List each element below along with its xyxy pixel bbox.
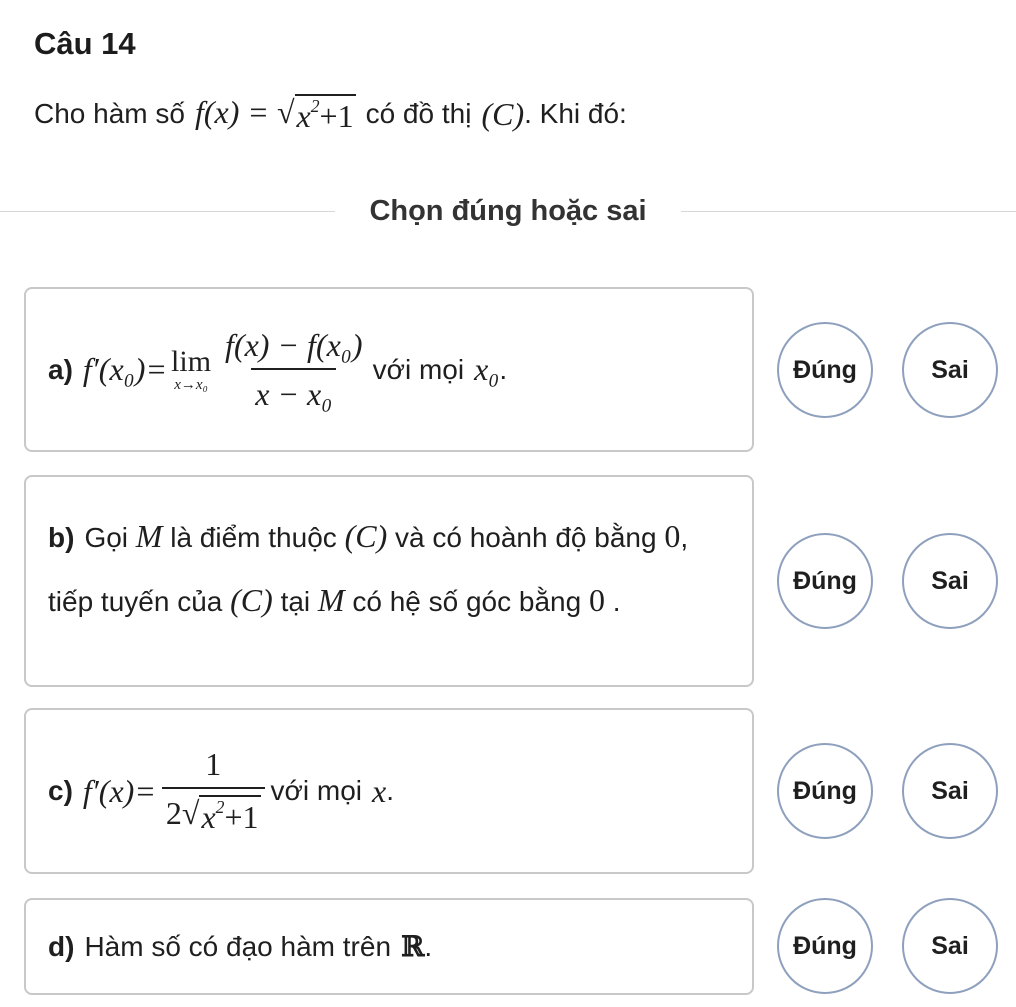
statement-b-point-2: M (317, 582, 345, 618)
section-divider (0, 196, 1016, 226)
denominator-coefficient: 2 (165, 795, 182, 832)
question-title: Câu 14 (34, 26, 136, 61)
statement-c-lhs: f′(x)= (82, 772, 156, 809)
statement-card-c (24, 708, 754, 874)
statement-a-true-button[interactable]: Đúng (777, 322, 873, 418)
stem-function-lhs: f(x) = (194, 93, 269, 130)
fraction-numerator: f(x) − f(x₀) (225, 326, 363, 363)
statement-b-false-button[interactable]: Sai (902, 533, 998, 629)
stem-radicand-base: x (296, 97, 311, 134)
stem-function (195, 94, 356, 135)
statement-b-text-5: tại (280, 586, 311, 617)
statement-b-end: . (612, 586, 621, 617)
statement-b-text-4: , tiếp tuyến của (48, 522, 689, 617)
statement-d-true-button[interactable]: Đúng (777, 898, 873, 994)
statement-a-suffix: với mọi (372, 353, 465, 385)
statement-a-var: x₀ (474, 351, 500, 387)
statement-label-d: d) (48, 930, 75, 962)
statement-b-curve-1: (C) (344, 518, 388, 554)
stem-sqrt: √ $x^2+1$ (276, 93, 354, 134)
stem-prefix: Cho hàm số (34, 98, 185, 129)
statement-c-var: x (372, 772, 387, 809)
denominator-radicand-rest: +1 (224, 798, 259, 835)
denominator-radicand-base: x (201, 798, 216, 835)
stem-middle: có đồ thị (365, 98, 472, 129)
statement-label-c: c) (48, 775, 73, 806)
statement-c-true-button[interactable]: Đúng (777, 743, 873, 839)
statement-d-false-button[interactable]: Sai (902, 898, 998, 994)
limit-subscript: x→x₀ (174, 377, 208, 393)
fraction-denominator: x − x₀ (251, 368, 336, 413)
question-stem (34, 88, 627, 140)
section-label: Chọn đúng hoặc sai (369, 194, 647, 227)
statement-b-curve-2: (C) (230, 582, 273, 618)
denominator-radicand-exp: 2 (215, 797, 225, 818)
statement-label-a: a) (48, 353, 73, 385)
statement-b-text-1: Gọi (84, 522, 129, 553)
statement-c-fraction (162, 746, 265, 836)
statement-card-d (24, 898, 754, 995)
statement-label-b: b) (48, 522, 75, 553)
divider-line-right (681, 211, 1016, 212)
statement-c-false-button[interactable]: Sai (902, 743, 998, 839)
statement-a-end: . (499, 353, 508, 385)
limit-word: lim (171, 345, 212, 378)
fraction-denominator: 2 √ $x^2+1$ (162, 787, 265, 836)
statement-b-zero-2: 0 (588, 582, 605, 618)
statement-a-limit (171, 345, 211, 394)
stem-radicand-exp: 2 (310, 95, 320, 116)
divider-line-left (0, 211, 335, 212)
statement-card-b (24, 475, 754, 687)
statement-text-d (48, 900, 736, 993)
statement-b-text-6: có hệ số góc bằng (352, 586, 582, 617)
statement-a-false-button[interactable]: Sai (902, 322, 998, 418)
statement-text-a (48, 289, 736, 450)
statement-d-text: Hàm số có đạo hàm trên (84, 930, 392, 962)
statement-b-true-button[interactable]: Đúng (777, 533, 873, 629)
fraction-numerator: 1 (205, 746, 222, 783)
statement-text-b (48, 477, 736, 685)
stem-curve: (C) (481, 95, 525, 132)
statement-text-c (48, 710, 736, 872)
statement-d-end: . (424, 930, 433, 962)
statement-c-suffix: với mọi (270, 775, 362, 806)
statement-a-fraction (221, 327, 367, 413)
stem-radicand-rest: +1 (319, 97, 354, 134)
statement-card-a (24, 287, 754, 452)
statement-a-lhs: f′(x₀)= (82, 351, 168, 387)
statement-c-end: . (386, 775, 394, 806)
statement-b-point: M (135, 518, 163, 554)
statement-b-text-3: và có hoành độ bằng (395, 522, 657, 553)
statement-b-text-2: là điểm thuộc (170, 522, 337, 553)
stem-suffix: . Khi đó: (524, 98, 627, 129)
statement-b-zero-1: 0 (664, 518, 681, 554)
statement-d-real-set: ℝ (401, 930, 425, 963)
